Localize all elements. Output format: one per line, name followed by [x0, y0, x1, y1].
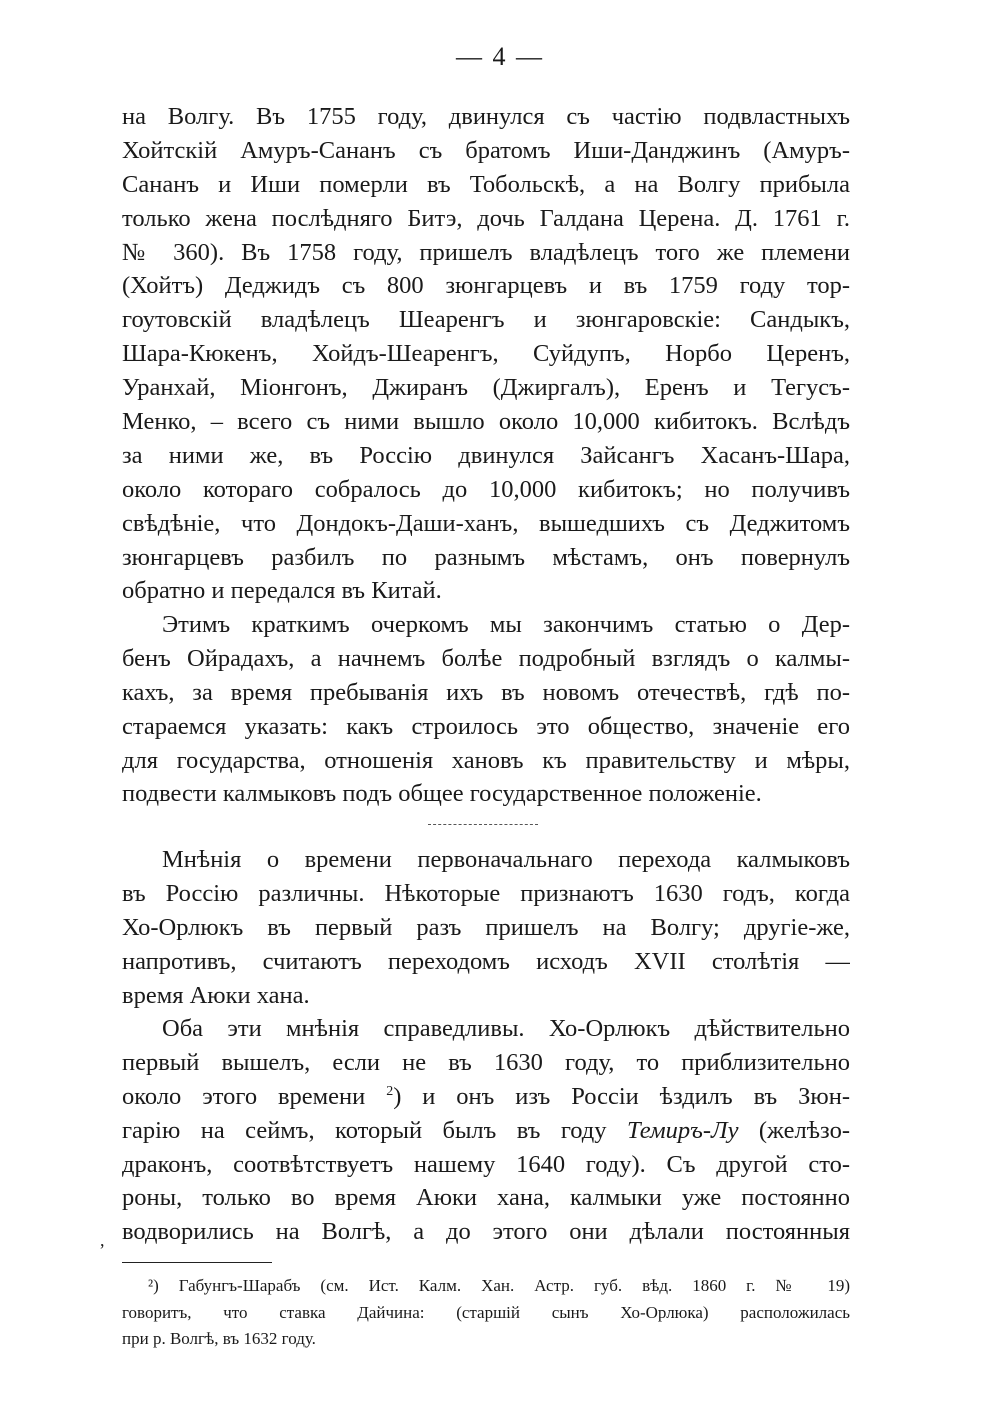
- text-line: водворились на Волгѣ, а до этого они дѣлали постоянныя: [122, 1218, 850, 1246]
- footnote-marker: ²): [148, 1276, 159, 1295]
- text-line: подвести калмыковъ подъ общее государственное положеніе.: [122, 780, 762, 808]
- text-line: обратно и передался въ Китай.: [122, 577, 442, 605]
- text-line: роны, только во время Аюки хана, калмыки уже постоянно: [122, 1184, 850, 1212]
- text-line: Хойтскій Амуръ-Сананъ съ братомъ Иши-Данджинъ (Амуръ-: [122, 136, 850, 164]
- text-line: драконъ, соотвѣтствуетъ нашему 1640 году). Съ другой сто-: [122, 1150, 850, 1178]
- text-line: напротивъ, считаютъ переходомъ исходъ XVII столѣтія —: [122, 947, 850, 975]
- footnote-rule: [122, 1262, 272, 1263]
- footnote: [122, 1273, 850, 1353]
- text-line: время Аюки хана.: [122, 981, 310, 1009]
- text-line: на Волгу. Въ 1755 году, двинулся съ частію подвластныхъ: [122, 103, 850, 130]
- text-line: свѣдѣніе, что Дондокъ-Даши-ханъ, вышедшихъ съ Деджитомъ: [122, 509, 850, 537]
- text-line: Сананъ и Иши померли въ Тобольскѣ, а на Волгу прибыла: [122, 170, 850, 198]
- page-number: — 4 —: [456, 42, 544, 71]
- footnote-line: говоритъ, что ставка Дайчина: (старшій сынъ Хо-Орлюка) расположилась: [122, 1302, 850, 1322]
- stray-mark: ,: [100, 1230, 105, 1250]
- text-line: бенъ Ойрадахъ, а начнемъ болѣе подробный взглядъ о калмы-: [122, 644, 850, 672]
- text-segment: ) и онъ изъ Россіи ѣздилъ въ Зюн-: [393, 1082, 850, 1110]
- paragraph-2: [122, 608, 850, 811]
- paragraph-3: [122, 843, 850, 1012]
- text-line: кахъ, за время пребыванія ихъ въ новомъ отечествѣ, гдѣ по-: [122, 678, 850, 706]
- text-line: Этимъ краткимъ очеркомъ мы закончимъ статью о Дер-: [162, 611, 850, 638]
- footnote-line: при р. Волгѣ, въ 1632 году.: [122, 1329, 316, 1348]
- text-line: [122, 1114, 850, 1148]
- text-line: зюнгарцевъ разбилъ по разнымъ мѣстамъ, онъ повернулъ: [122, 543, 850, 571]
- text-line: Шара-Кюкенъ, Хойдъ-Шеаренгъ, Суйдупъ, Норбо Церенъ,: [122, 340, 850, 368]
- text-line: для государства, отношенія хановъ къ правительству и мѣры,: [122, 746, 850, 774]
- text-line: Мнѣнія о времени первоначальнаго перехода калмыковъ: [162, 846, 850, 873]
- text-line: стараемся указать: какъ строилось это общество, значеніе его: [122, 712, 850, 740]
- text-line: за ними же, въ Россію двинулся Зайсангъ Хасанъ-Шара,: [122, 441, 850, 469]
- text-line: около котораго собралось до 10,000 кибитокъ; но получивъ: [122, 475, 850, 503]
- text-line: Уранхай, Міонгонъ, Джиранъ (Джиргалъ), Еренъ и Тегусъ-: [122, 374, 850, 402]
- text-line: № 360). Въ 1758 году, пришелъ владѣлецъ того же племени: [122, 238, 850, 266]
- text-line: Оба эти мнѣнія справедливы. Хо-Орлюкъ дѣйствительно: [162, 1015, 850, 1042]
- paragraph-4: [122, 1012, 850, 1249]
- text-line: Менко, – всего съ ними вышло около 10,000 кибитокъ. Вслѣдъ: [122, 408, 850, 436]
- text-segment: Габунгъ-Шарабъ (см. Ист. Калм. Хан. Астр. губ. вѣд. 1860 г. № 19): [178, 1276, 850, 1295]
- text-line: въ Россію различны. Нѣкоторые признаютъ 1630 годъ, когда: [122, 879, 850, 907]
- footnote-line: [122, 1273, 850, 1300]
- italic-term: Темиръ-Лу: [626, 1116, 739, 1144]
- text-segment: (желѣзо-: [758, 1116, 850, 1144]
- footnote-reference: 2: [386, 1083, 394, 1099]
- text-line: только жена послѣдняго Битэ, дочь Галдана Церена. Д. 1761 г.: [122, 204, 850, 232]
- section-separator: [428, 824, 538, 825]
- text-line: (Хойтъ) Деджидъ съ 800 зюнгарцевъ и въ 1759 году тор-: [122, 272, 850, 300]
- paragraph-1: [122, 100, 850, 608]
- text-line: Хо-Орлюкъ въ первый разъ пришелъ на Волгу; другіе-же,: [122, 913, 850, 941]
- text-segment: гарію на сеймъ, который былъ въ году: [122, 1116, 607, 1144]
- text-line: первый вышелъ, если не въ 1630 году, то приблизительно: [122, 1048, 850, 1076]
- text-line: [122, 1080, 850, 1114]
- text-line: гоутовскій владѣлецъ Шеаренгъ и зюнгаровскіе: Сандыкъ,: [122, 306, 850, 334]
- text-segment: около этого времени: [122, 1082, 366, 1110]
